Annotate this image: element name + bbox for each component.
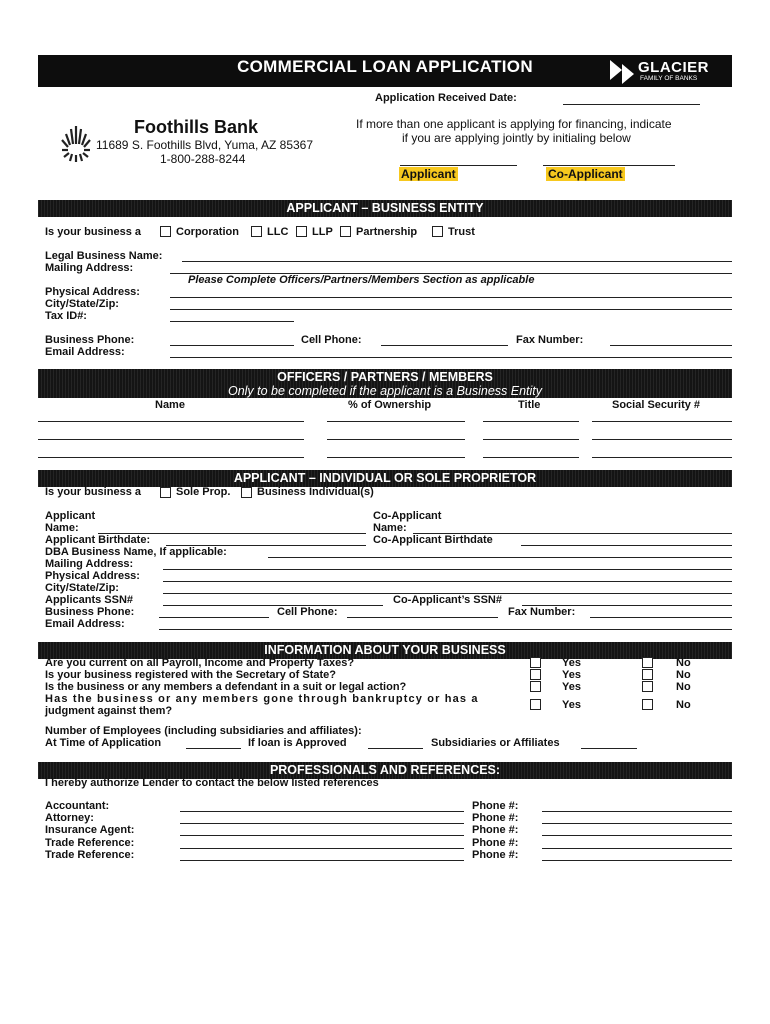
logo-brand: GLACIER [638, 59, 709, 76]
joint-note-1: If more than one applicant is applying for financing, indicate [356, 117, 672, 131]
ind-cell-phone-label: Cell Phone: [277, 606, 338, 618]
trade-ref-2-field[interactable] [180, 860, 464, 861]
at-time-field[interactable] [186, 748, 241, 749]
form-title: COMMERCIAL LOAN APPLICATION [237, 57, 533, 76]
accountant-field[interactable] [180, 811, 464, 812]
logo-sub: FAMILY OF BANKS [640, 75, 698, 82]
joint-note-2: if you are applying jointly by initialing below [402, 131, 631, 145]
question-lawsuit: Is the business or any members a defendant in a suit or legal action? [45, 681, 407, 693]
sole-prop-label: Sole Prop. [176, 486, 231, 498]
officer-2-title[interactable] [483, 439, 579, 440]
col-title: Title [518, 399, 541, 411]
legal-name-label: Legal Business Name: [45, 250, 163, 262]
officer-1-title[interactable] [483, 421, 579, 422]
lawsuit-no-checkbox[interactable] [642, 681, 653, 692]
attorney-phone-label: Phone #: [472, 812, 519, 824]
fax-field[interactable] [610, 345, 732, 346]
officers-heading: OFFICERS / PARTNERS / MEMBERS [277, 370, 493, 384]
co-birthdate-field[interactable] [521, 545, 732, 546]
partnership-label: Partnership [356, 226, 418, 238]
authorize-text: I hereby authorize Lender to contact the below listed references [45, 777, 379, 789]
mailing-label: Mailing Address: [45, 262, 134, 274]
llp-checkbox[interactable] [296, 226, 307, 237]
insurance-phone-label: Phone #: [472, 824, 519, 836]
lawsuit-yes-checkbox[interactable] [530, 681, 541, 692]
applicant-tag: Applicant [401, 167, 456, 181]
dba-label: DBA Business Name, If applicable: [45, 546, 227, 558]
ssn-label: Applicants SSN# [45, 594, 134, 606]
coapplicant-tag: Co-Applicant [548, 167, 623, 181]
email-label: Email Address: [45, 346, 125, 358]
business-info-heading: INFORMATION ABOUT YOUR BUSINESS [38, 642, 732, 659]
officer-3-ssn[interactable] [592, 457, 732, 458]
ind-email-label: Email Address: [45, 618, 125, 630]
glacier-mountain-icon [608, 60, 636, 84]
business-individual-checkbox[interactable] [241, 487, 252, 498]
ind-bus-phone-field[interactable] [159, 617, 269, 618]
foothills-sunburst-icon [60, 124, 92, 164]
city-field[interactable] [170, 309, 732, 310]
ind-mailing-label: Mailing Address: [45, 558, 134, 570]
ssn-field[interactable] [163, 605, 383, 606]
cell-phone-field[interactable] [381, 345, 508, 346]
received-date-label: Application Received Date: [375, 92, 517, 104]
bankruptcy-yes-label: Yes [562, 699, 581, 711]
llp-label: LLP [312, 226, 333, 238]
insurance-label: Insurance Agent: [45, 824, 135, 836]
subsidiaries-field[interactable] [581, 748, 637, 749]
officer-3-name[interactable] [38, 457, 304, 458]
accountant-phone-field[interactable] [542, 811, 732, 812]
ind-email-field[interactable] [159, 629, 732, 630]
col-ownership: % of Ownership [348, 399, 432, 411]
trade-ref-1-phone-label: Phone #: [472, 837, 519, 849]
col-name: Name [155, 399, 185, 411]
registered-yes-checkbox[interactable] [530, 669, 541, 680]
bank-address: 11689 S. Foothills Blvd, Yuma, AZ 85367 [96, 138, 314, 152]
coapplicant-initial-field[interactable] [543, 165, 675, 166]
ind-mailing-field[interactable] [163, 569, 732, 570]
cell-phone-label: Cell Phone: [301, 334, 362, 346]
bank-name: Foothills Bank [134, 117, 259, 137]
registered-no-label: No [676, 669, 691, 681]
ind-bus-phone-label: Business Phone: [45, 606, 135, 618]
trust-label: Trust [448, 226, 475, 238]
attorney-phone-field[interactable] [542, 823, 732, 824]
received-date-field[interactable] [563, 104, 700, 105]
corporation-checkbox[interactable] [160, 226, 171, 237]
applicant-name-label-2: Name: [45, 522, 79, 534]
bankruptcy-yes-checkbox[interactable] [530, 699, 541, 710]
legal-name-field[interactable] [182, 261, 732, 262]
registered-yes-label: Yes [562, 669, 581, 681]
employees-label: Number of Employees (including subsidiaries and affiliates): [45, 725, 362, 737]
trade-ref-2-label: Trade Reference: [45, 849, 135, 861]
bankruptcy-no-label: No [676, 699, 691, 711]
coapplicant-name-label-2: Name: [373, 522, 407, 534]
officers-subheading: Only to be completed if the applicant is a Business Entity [227, 384, 543, 398]
at-time-label: At Time of Application [45, 737, 162, 749]
ind-physical-field[interactable] [163, 581, 732, 582]
taxes-no-checkbox[interactable] [642, 657, 653, 668]
attorney-field[interactable] [180, 823, 464, 824]
insurance-field[interactable] [180, 835, 464, 836]
references-heading: PROFESSIONALS AND REFERENCES: [38, 762, 732, 779]
officer-2-name[interactable] [38, 439, 304, 440]
accountant-label: Accountant: [45, 800, 110, 812]
partnership-checkbox[interactable] [340, 226, 351, 237]
if-approved-field[interactable] [368, 748, 423, 749]
physical-field[interactable] [170, 297, 732, 298]
physical-label: Physical Address: [45, 286, 140, 298]
business-entity-heading: APPLICANT – BUSINESS ENTITY [38, 200, 732, 217]
sole-prop-checkbox[interactable] [160, 487, 171, 498]
fax-label: Fax Number: [516, 334, 584, 346]
applicant-name-label-1: Applicant [45, 510, 96, 522]
llc-checkbox[interactable] [251, 226, 262, 237]
coapplicant-name-label-1: Co-Applicant [373, 510, 442, 522]
email-field[interactable] [170, 357, 732, 358]
question-taxes: Are you current on all Payroll, Income and Property Taxes? [45, 657, 355, 669]
trade-ref-1-label: Trade Reference: [45, 837, 135, 849]
individual-heading: APPLICANT – INDIVIDUAL OR SOLE PROPRIETOR [38, 470, 732, 487]
co-birthdate-label: Co-Applicant Birthdate [373, 534, 493, 546]
bus-phone-field[interactable] [170, 345, 294, 346]
individual-question: Is your business a [45, 486, 141, 498]
trade-ref-1-field[interactable] [180, 848, 464, 849]
taxid-field[interactable] [170, 321, 294, 322]
registered-no-checkbox[interactable] [642, 669, 653, 680]
trade-ref-1-phone-field[interactable] [542, 848, 732, 849]
ind-city-label: City/State/Zip: [45, 582, 119, 594]
trade-ref-2-phone-label: Phone #: [472, 849, 519, 861]
ind-fax-label: Fax Number: [508, 606, 576, 618]
question-bankruptcy-1: Has the business or any members gone through bankruptcy or has a [45, 693, 479, 705]
if-approved-label: If loan is Approved [248, 737, 347, 749]
dba-field[interactable] [268, 557, 732, 558]
taxes-yes-checkbox[interactable] [530, 657, 541, 668]
bankruptcy-no-checkbox[interactable] [642, 699, 653, 710]
officer-2-ssn[interactable] [592, 439, 732, 440]
entity-question: Is your business a [45, 226, 141, 238]
subsidiaries-label: Subsidiaries or Affiliates [431, 737, 560, 749]
llc-label: LLC [267, 226, 289, 238]
corporation-label: Corporation [176, 226, 239, 238]
ind-fax-field[interactable] [590, 617, 732, 618]
taxid-label: Tax ID#: [45, 310, 87, 322]
officer-3-title[interactable] [483, 457, 579, 458]
ind-physical-label: Physical Address: [45, 570, 140, 582]
officer-1-name[interactable] [38, 421, 304, 422]
trust-checkbox[interactable] [432, 226, 443, 237]
officer-3-ownership[interactable] [327, 457, 465, 458]
question-bankruptcy-2: judgment against them? [45, 705, 173, 717]
business-individual-label: Business Individual(s) [257, 486, 374, 498]
bank-phone: 1-800-288-8244 [160, 152, 246, 166]
lawsuit-no-label: No [676, 681, 691, 693]
city-label: City/State/Zip: [45, 298, 119, 310]
taxes-yes-label: Yes [562, 657, 581, 669]
applicant-initial-field[interactable] [400, 165, 517, 166]
co-ssn-label: Co-Applicant’s SSN# [393, 594, 502, 606]
trade-ref-2-phone-field[interactable] [542, 860, 732, 861]
question-registered: Is your business registered with the Secretary of State? [45, 669, 336, 681]
foothills-logo [60, 124, 92, 164]
attorney-label: Attorney: [45, 812, 94, 824]
officer-2-ownership[interactable] [327, 439, 465, 440]
lawsuit-yes-label: Yes [562, 681, 581, 693]
col-ssn: Social Security # [612, 399, 701, 411]
officer-1-ownership[interactable] [327, 421, 465, 422]
officers-note: Please Complete Officers/Partners/Members Section as applicable [188, 274, 535, 286]
ind-cell-phone-field[interactable] [347, 617, 498, 618]
bus-phone-label: Business Phone: [45, 334, 135, 346]
taxes-no-label: No [676, 657, 691, 669]
officer-1-ssn[interactable] [592, 421, 732, 422]
accountant-phone-label: Phone #: [472, 800, 519, 812]
birthdate-label: Applicant Birthdate: [45, 534, 151, 546]
glacier-logo [608, 60, 728, 84]
insurance-phone-field[interactable] [542, 835, 732, 836]
